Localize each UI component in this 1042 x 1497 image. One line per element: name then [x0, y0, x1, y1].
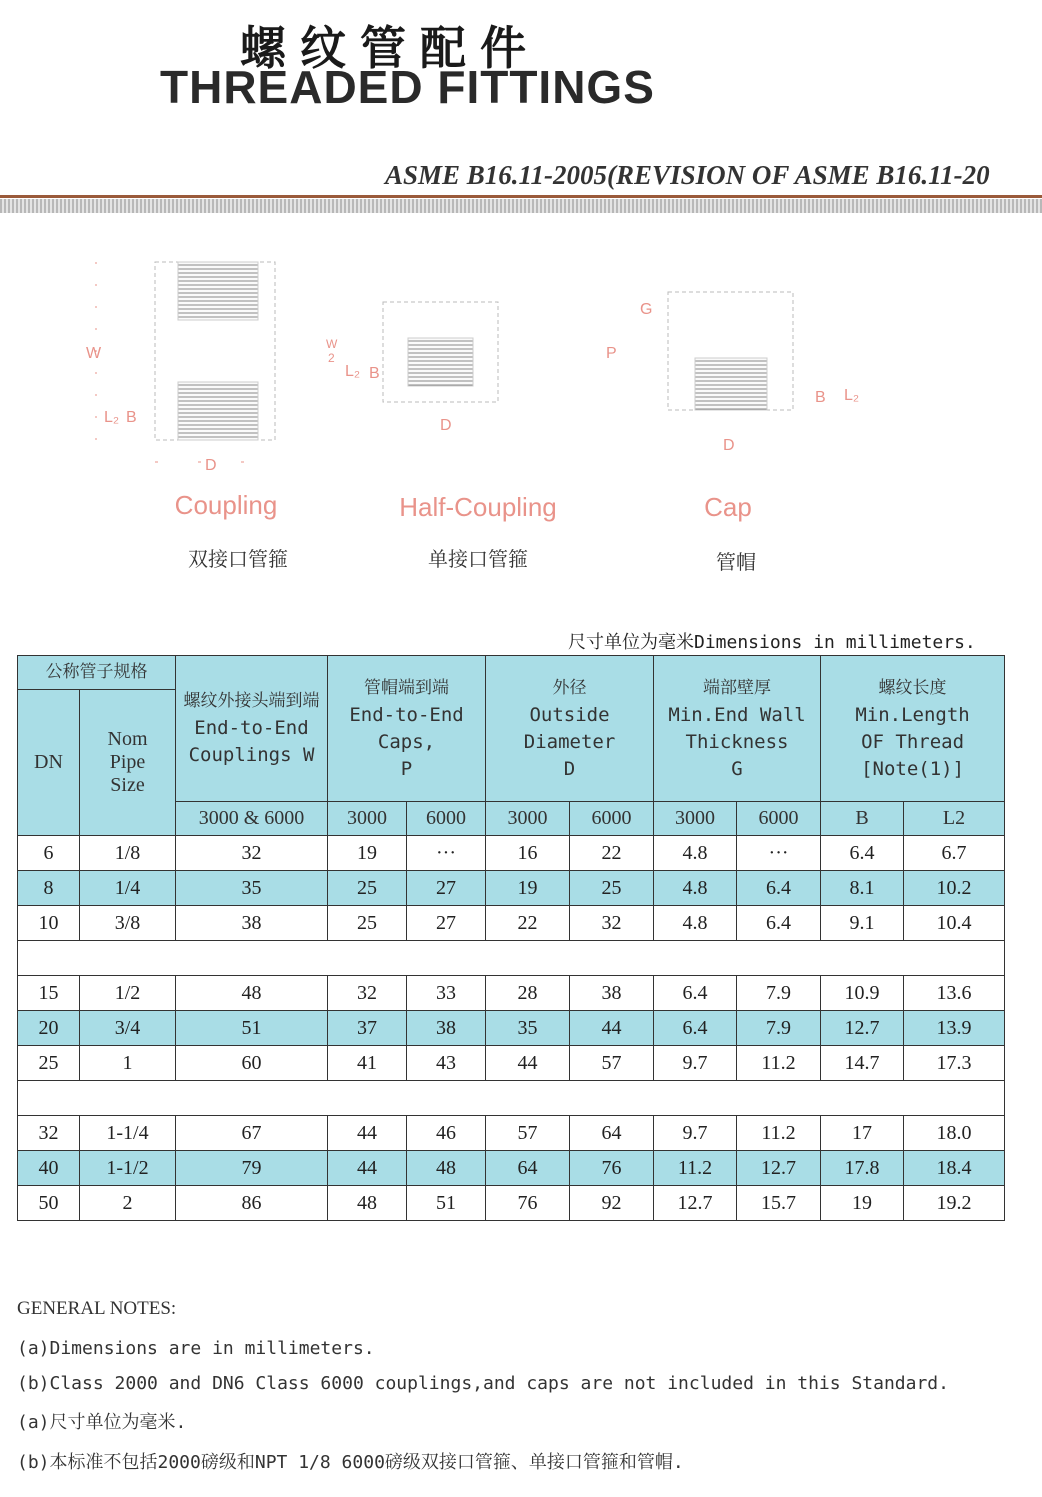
sub-header: 3000 — [654, 802, 737, 836]
cap-dim-g: G — [640, 301, 653, 318]
half-coupling-label-cn: 单接口管箍 — [428, 547, 528, 571]
table-cell: 6.4 — [737, 871, 821, 906]
table-cell: 28 — [486, 976, 570, 1011]
table-cell: 4.8 — [654, 871, 737, 906]
table-cell: 19.2 — [904, 1186, 1005, 1221]
table-row — [18, 1011, 1005, 1046]
table-row — [18, 976, 1005, 1011]
table-cell: 10.4 — [904, 906, 1005, 941]
table-cell: 32 — [18, 1116, 80, 1151]
table-cell: 44 — [570, 1011, 654, 1046]
table-cell: 76 — [486, 1186, 570, 1221]
table-cell: 44 — [328, 1116, 407, 1151]
table-cell: 44 — [328, 1151, 407, 1186]
coupling-dim-l2: L₂ — [104, 409, 120, 426]
table-cell: 86 — [176, 1186, 328, 1221]
table-cell: 1-1/4 — [80, 1116, 176, 1151]
table-cell: 38 — [407, 1011, 486, 1046]
table-cell: 37 — [328, 1011, 407, 1046]
header-dn: DN — [18, 690, 80, 836]
table-cell: 32 — [328, 976, 407, 1011]
header-rule — [0, 195, 1042, 198]
svg-text:2: 2 — [328, 351, 335, 365]
half-coupling-diagram — [326, 302, 498, 434]
table-cell: 1-1/2 — [80, 1151, 176, 1186]
notes-heading: GENERAL NOTES: — [17, 1298, 177, 1319]
table-cell: 11.2 — [737, 1046, 821, 1081]
note-line: (b)本标准不包括2000磅级和NPT 1/8 6000磅级双接口管箍、单接口管箍和管帽. — [17, 1452, 684, 1473]
general-notes — [17, 1298, 949, 1488]
cap-diagram — [606, 292, 859, 454]
coupling-label-cn: 双接口管箍 — [188, 547, 288, 571]
table-cell: 10.2 — [904, 871, 1005, 906]
table-cell: 25 — [328, 871, 407, 906]
table-cell: 7.9 — [737, 1011, 821, 1046]
table-cell: ··· — [407, 836, 486, 871]
table-cell: 11.2 — [654, 1151, 737, 1186]
coupling-diagram — [86, 262, 275, 474]
sub-header: 6000 — [737, 802, 821, 836]
half-coupling-dim-w2: W — [326, 337, 338, 351]
table-cell: 92 — [570, 1186, 654, 1221]
table-cell: ··· — [737, 836, 821, 871]
table-cell: 1/8 — [80, 836, 176, 871]
table-cell: 2 — [80, 1186, 176, 1221]
table-cell: 3/8 — [80, 906, 176, 941]
table-cell: 25 — [570, 871, 654, 906]
table-cell: 46 — [407, 1116, 486, 1151]
table-cell: 27 — [407, 871, 486, 906]
units-note: 尺寸单位为毫米Dimensions in millimeters. — [568, 632, 976, 653]
table-cell: 6.4 — [821, 836, 904, 871]
table-cell: 35 — [486, 1011, 570, 1046]
table-cell: 20 — [18, 1011, 80, 1046]
note-line: (a)尺寸单位为毫米. — [17, 1412, 187, 1433]
header-couplings: 螺纹外接头端到端 End-to-End Couplings W — [176, 656, 328, 802]
table-row — [18, 1151, 1005, 1186]
sub-header: 6000 — [570, 802, 654, 836]
table-cell: 13.6 — [904, 976, 1005, 1011]
table-cell: 76 — [570, 1151, 654, 1186]
table-cell: 10.9 — [821, 976, 904, 1011]
table-cell: 19 — [821, 1186, 904, 1221]
table-cell: 6.4 — [737, 906, 821, 941]
table-cell: 9.7 — [654, 1116, 737, 1151]
header-pattern-band — [0, 199, 1042, 213]
cap-dim-b: B — [815, 389, 826, 406]
note-line: (b)Class 2000 and DN6 Class 6000 couplings,and caps are not included in this Standard. — [17, 1373, 949, 1394]
table-cell: 57 — [570, 1046, 654, 1081]
table-cell: 35 — [176, 871, 328, 906]
table-cell: 19 — [486, 871, 570, 906]
table-cell: 33 — [407, 976, 486, 1011]
table-cell: 67 — [176, 1116, 328, 1151]
coupling-dim-d: D — [205, 457, 217, 474]
coupling-dim-w: W — [86, 345, 102, 362]
half-coupling-dim-d: D — [440, 417, 452, 434]
header-nps: Nom Pipe Size — [80, 690, 176, 836]
table-cell: 48 — [407, 1151, 486, 1186]
note-line: (a)Dimensions are in millimeters. — [17, 1338, 375, 1359]
table-cell: 6.7 — [904, 836, 1005, 871]
half-coupling-dim-b: B — [369, 365, 380, 382]
table-cell: 22 — [486, 906, 570, 941]
table-cell: 41 — [328, 1046, 407, 1081]
table-cell: 40 — [18, 1151, 80, 1186]
table-cell: 4.8 — [654, 836, 737, 871]
table-cell: 11.2 — [737, 1116, 821, 1151]
header-thread-length: 螺纹长度 Min.Length OF Thread [Note(1)] — [821, 656, 1005, 802]
header-caps: 管帽端到端 End-to-End Caps, P — [328, 656, 486, 802]
table-cell: 4.8 — [654, 906, 737, 941]
page-title-cn: 螺纹管配件 — [240, 21, 540, 75]
table-cell: 51 — [407, 1186, 486, 1221]
table-cell: 27 — [407, 906, 486, 941]
table-cell: 64 — [570, 1116, 654, 1151]
table-row — [18, 1046, 1005, 1081]
group-separator — [18, 941, 1005, 976]
table-cell: 16 — [486, 836, 570, 871]
table-cell: 14.7 — [821, 1046, 904, 1081]
cap-dim-p: P — [606, 345, 617, 362]
group-separator — [18, 1081, 1005, 1116]
table-cell: 17.3 — [904, 1046, 1005, 1081]
table-cell: 32 — [176, 836, 328, 871]
coupling-label-en: Coupling — [174, 490, 278, 520]
table-row — [18, 906, 1005, 941]
table-cell: 22 — [570, 836, 654, 871]
table-cell: 13.9 — [904, 1011, 1005, 1046]
table-cell: 1/4 — [80, 871, 176, 906]
table-cell: 51 — [176, 1011, 328, 1046]
table-cell: 57 — [486, 1116, 570, 1151]
cap-dim-d: D — [723, 437, 735, 454]
table-cell: 32 — [570, 906, 654, 941]
table-cell: 25 — [328, 906, 407, 941]
sub-header: 6000 — [407, 802, 486, 836]
table-cell: 17.8 — [821, 1151, 904, 1186]
table-cell: 43 — [407, 1046, 486, 1081]
table-cell: 8 — [18, 871, 80, 906]
table-cell: 10 — [18, 906, 80, 941]
table-cell: 9.1 — [821, 906, 904, 941]
table-cell: 44 — [486, 1046, 570, 1081]
table-cell: 48 — [328, 1186, 407, 1221]
table-cell: 19 — [328, 836, 407, 871]
table-cell: 6.4 — [654, 976, 737, 1011]
table-cell: 18.4 — [904, 1151, 1005, 1186]
table-cell: 12.7 — [821, 1011, 904, 1046]
half-coupling-dim-l2: L₂ — [345, 363, 361, 380]
cap-label-cn: 管帽 — [716, 550, 756, 574]
table-cell: 1/2 — [80, 976, 176, 1011]
page-title-en: THREADED FITTINGS — [160, 61, 655, 113]
table-row — [18, 1116, 1005, 1151]
cap-dim-l2: L₂ — [844, 387, 860, 404]
sub-header: 3000 & 6000 — [176, 802, 328, 836]
table-cell: 7.9 — [737, 976, 821, 1011]
table-cell: 48 — [176, 976, 328, 1011]
table-cell: 15.7 — [737, 1186, 821, 1221]
table-cell: 15 — [18, 976, 80, 1011]
table-cell: 1 — [80, 1046, 176, 1081]
half-coupling-label-en: Half-Coupling — [399, 492, 557, 522]
sub-header: L2 — [904, 802, 1005, 836]
table-cell: 9.7 — [654, 1046, 737, 1081]
table-cell: 50 — [18, 1186, 80, 1221]
coupling-dim-b: B — [126, 409, 137, 426]
table-cell: 3/4 — [80, 1011, 176, 1046]
table-cell: 6 — [18, 836, 80, 871]
table-cell: 12.7 — [737, 1151, 821, 1186]
table-row — [18, 1186, 1005, 1221]
table-cell: 12.7 — [654, 1186, 737, 1221]
cap-label-en: Cap — [704, 492, 752, 522]
sub-header: 3000 — [328, 802, 407, 836]
header-nominal-size: 公称管子规格 — [18, 656, 176, 690]
table-cell: 64 — [486, 1151, 570, 1186]
sub-header: 3000 — [486, 802, 570, 836]
table-cell: 6.4 — [654, 1011, 737, 1046]
table-cell: 38 — [570, 976, 654, 1011]
table-row — [18, 836, 1005, 871]
table-cell: 8.1 — [821, 871, 904, 906]
table-cell: 25 — [18, 1046, 80, 1081]
header-outside-diameter: 外径 Outside Diameter D — [486, 656, 654, 802]
table-row — [18, 871, 1005, 906]
table-cell: 60 — [176, 1046, 328, 1081]
dimensions-table — [17, 655, 1005, 1221]
table-cell: 17 — [821, 1116, 904, 1151]
table-cell: 38 — [176, 906, 328, 941]
standard-reference: ASME B16.11-2005(REVISION OF ASME B16.11-20 — [385, 160, 990, 190]
table-cell: 18.0 — [904, 1116, 1005, 1151]
sub-header: B — [821, 802, 904, 836]
table-cell: 79 — [176, 1151, 328, 1186]
header-wall-thickness: 端部壁厚 Min.End Wall Thickness G — [654, 656, 821, 802]
